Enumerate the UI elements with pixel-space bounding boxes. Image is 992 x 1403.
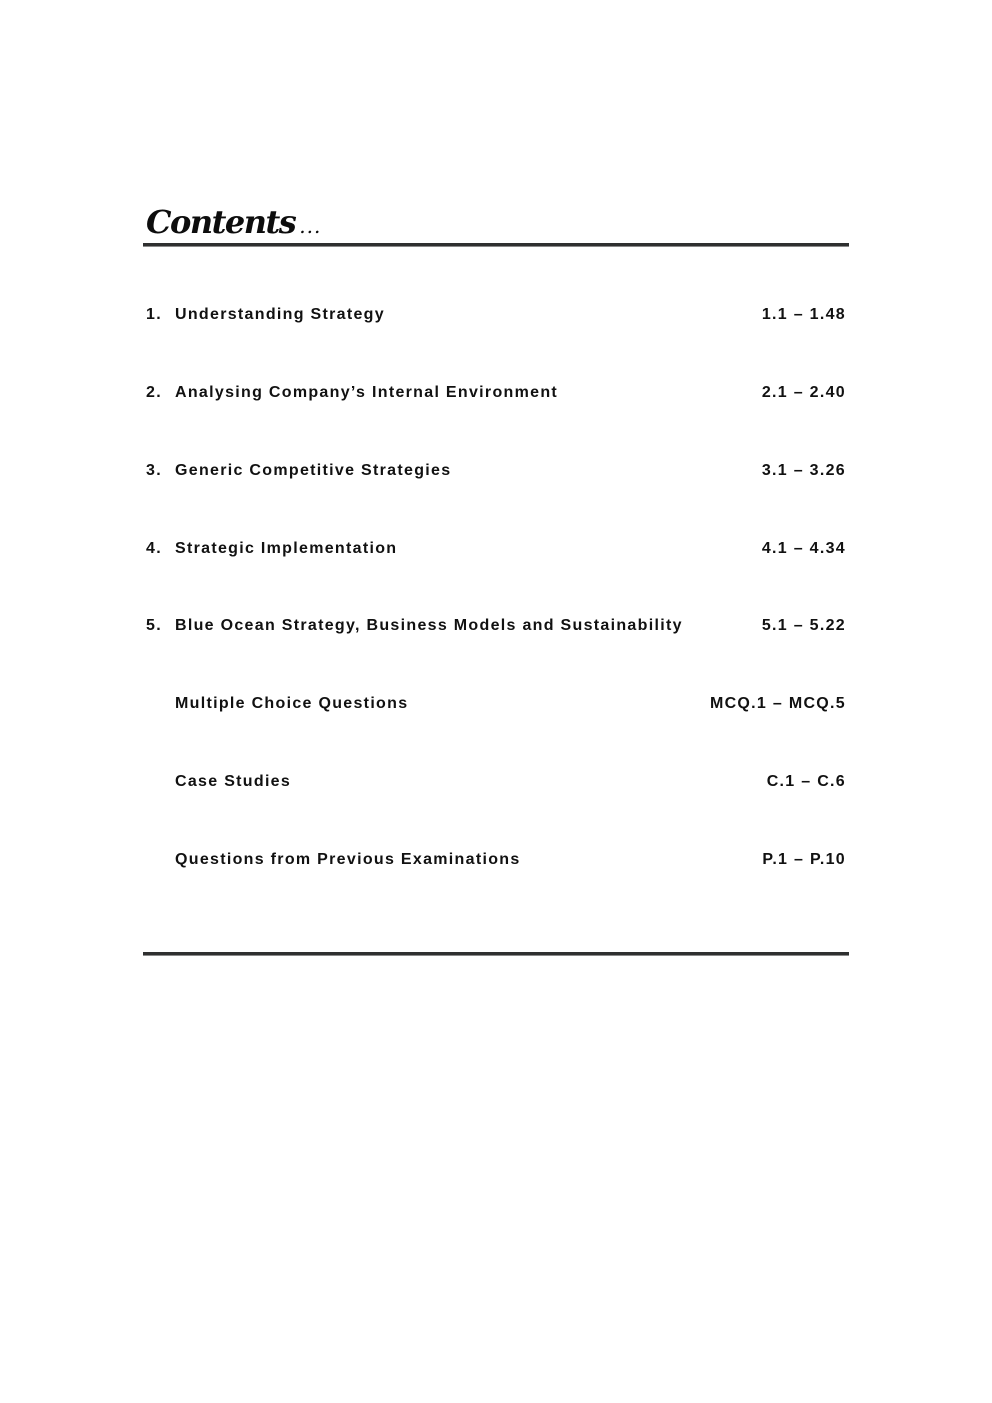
toc-entry-previous-exams[interactable]: [146, 849, 846, 871]
toc-entry-pages: MCQ.1 – MCQ.5: [709, 695, 846, 712]
toc-entry-pages: 3.1 – 3.26: [761, 462, 846, 479]
toc-entry-case-studies[interactable]: [146, 771, 846, 793]
toc-entry-2[interactable]: [146, 382, 846, 404]
bottom-divider: [143, 952, 849, 955]
toc-entry-pages: 5.1 – 5.22: [761, 617, 846, 634]
toc-entry-title: Generic Competitive Strategies: [175, 462, 452, 479]
toc-entry-title: Questions from Previous Examinations: [175, 851, 521, 868]
toc-entry-pages: 2.1 – 2.40: [761, 384, 846, 401]
toc-entry-mcq[interactable]: [146, 693, 846, 715]
toc-entry-5[interactable]: [146, 615, 846, 637]
toc-entry-pages: 4.1 – 4.34: [761, 540, 846, 557]
toc-entry-title: Strategic Implementation: [175, 540, 398, 557]
top-divider: [143, 243, 849, 246]
toc-entry-pages: 1.1 – 1.48: [761, 306, 846, 323]
page-title-text: Contents: [146, 203, 296, 241]
toc-entry-title: Analysing Company’s Internal Environment: [175, 384, 559, 401]
toc-entry-3[interactable]: [146, 460, 846, 482]
page-title-ellipsis: ...: [299, 214, 322, 238]
toc-entry-4[interactable]: [146, 538, 846, 560]
toc-entry-title: Blue Ocean Strategy, Business Models and Sustainability: [175, 617, 683, 634]
toc-entry-number: 5.: [146, 617, 162, 634]
toc-entry-title: Case Studies: [175, 773, 292, 790]
toc-entry-number: 1.: [146, 306, 162, 323]
toc-entry-number: 2.: [146, 384, 162, 401]
toc-entry-number: 4.: [146, 540, 162, 557]
page-title: [146, 202, 321, 246]
toc-entry-pages: C.1 – C.6: [766, 773, 846, 790]
toc-entry-pages: P.1 – P.10: [762, 851, 846, 868]
toc-entry-title: Understanding Strategy: [175, 306, 385, 323]
toc-entry-number: 3.: [146, 462, 162, 479]
toc-entry-title: Multiple Choice Questions: [175, 695, 409, 712]
toc-entry-1[interactable]: [146, 304, 846, 326]
